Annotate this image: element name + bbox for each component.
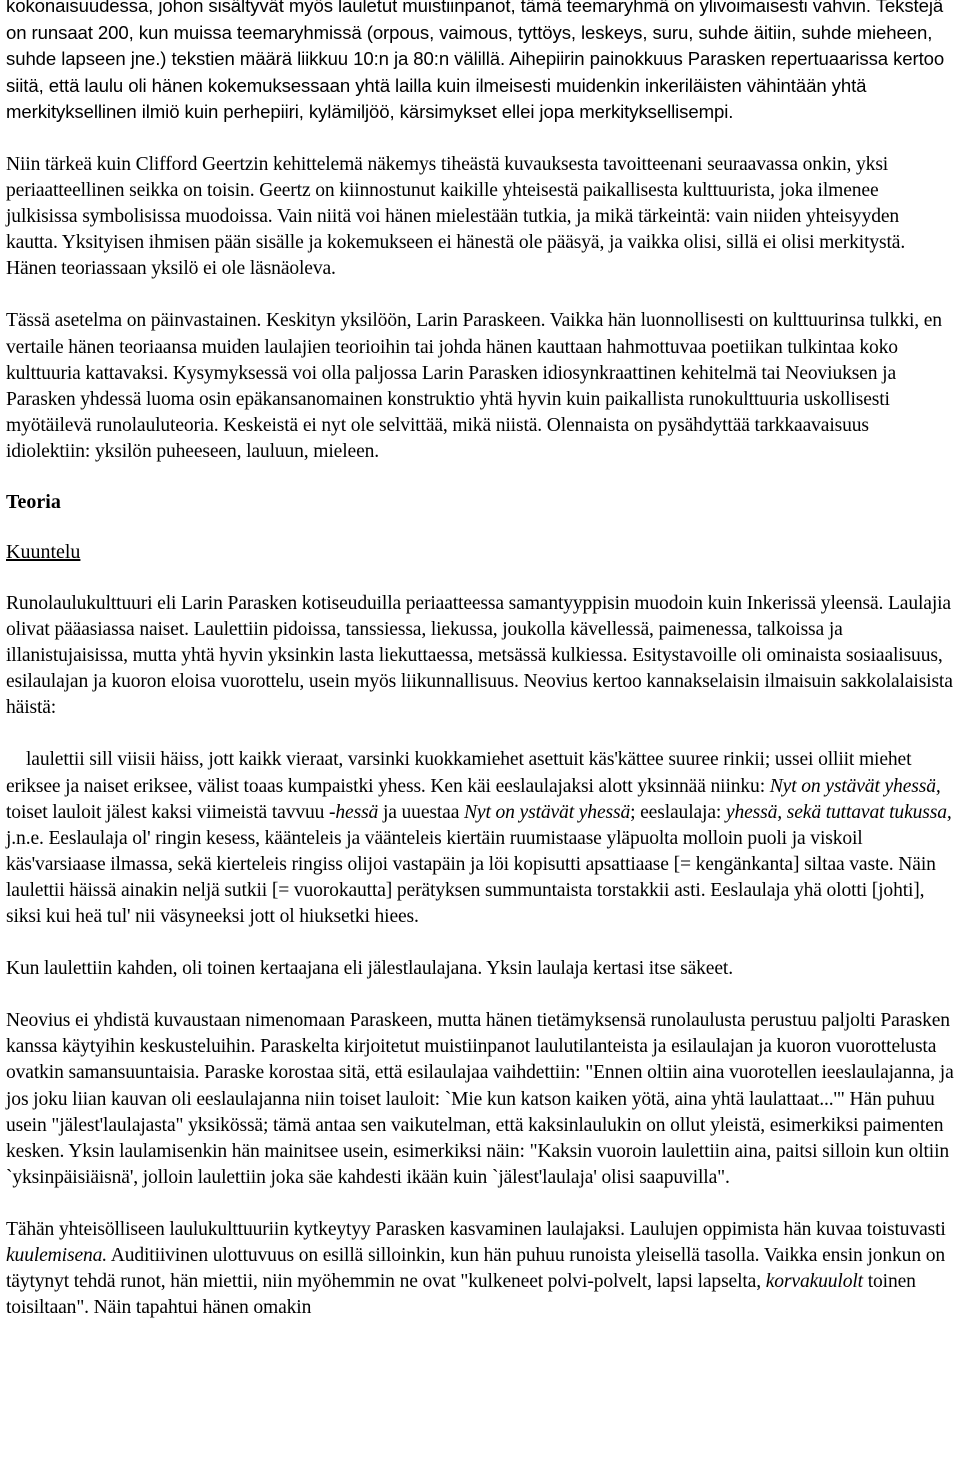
quote-text: j.n.e. Eeslaulaja ol' ringin kesess, käänteleis ja väänteleis kiertäin ruumistaase yläpuolta molloin puoli ja viskoil käs'varsiaase ilmassa, sekä kierteleis ringiss olijoi vastapäin ja löi kopisutti apsattiaase [= kengänkanta] siltaa vaste. Näin laulettii häissä ainakin neljä sutkii [= vuorokautta] perätyksen summuntaista torstakkii asti. Eeslaulaja yhä olotti [johti], siksi kui heä tul' nii väsyneeksi jott ol hiuksetki hiees. [6,827,936,928]
quote-text: ; eeslaulaja: [630,801,726,823]
paragraph-kahden: Kun laulettiin kahden, oli toinen kertaajana eli jälestlaulajana. Yksin laulaja kertasi itse säkeet. [6,958,733,980]
subsection-heading: Kuuntelu [6,541,81,563]
quote-italic-text: Nyt on ystävät yhessä, [769,775,941,797]
paragraph-yhteisollinen [6,1217,954,1321]
quote-text: laulettii sill viisii häiss, jott kaikk vieraat, varsinki kuokkamiehet asettuit käs'kättee suuree rinkii; ussei olliit miehet eriksee ja naiset eriksee, välist toaas kumpaistki yhess. Ken käi eeslaulajaksi alott yksinnää niinku: [6,749,912,797]
italic-text: korvakuulolt [765,1271,863,1293]
paragraph-runolaulukulttuuri: Runolaulukulttuuri eli Larin Parasken kotiseuduilla periaatteessa samantyyppisin muodoin kuin Inkerissä yleensä. Laulajia olivat pääasiassa naiset. Laulettiin pidoissa, tanssiessa, liekussa, joukolla kävellessä, paimenessa, talkoissa ja illanistujaisissa, mutta yhtä hyvin yksinkin lasta liekuttaessa, metsässä kulkiessa. Esitystavoille oli ominaista sosiaalisuus, esilaulajan ja kuoron eloisa vuorottelu, usein myös liikunnallisuus. Neovius kertoo kannakselaisin ilmaisuin sakkolalaisista häistä: [6,593,953,719]
italic-text: kuulemisena. [6,1244,108,1266]
block-quote-neovius [6,747,954,930]
paragraph-geertz: Niin tärkeä kuin Clifford Geertzin kehittelemä näkemys tiheästä kuvauksesta tavoitteenani seuraavassa onkin, yksi periaatteellinen seikka on toisin. Geertz on kiinnostunut kaikille yhteisestä paikallisesta kulttuurista, joka ilmenee julkisissa symbolisissa muodoissa. Vain niitä voi hänen mielestään tutkia, ja mikä tärkeintä: vain niiden yhteisyyden kautta. Yksityisen ihmisen pään sisälle ja kokemukseen ei hänestä ole pääsyä, ja vaikka olisi, sillä ei olisi merkitystä. Hänen teoriassaan yksilö ei ole läsnäoleva. [6,153,906,280]
document-page [6,0,954,1321]
quote-italic-text: -hessä [329,801,379,823]
paragraph-text: toinen toisiltaan". Näin tapahtui hänen omakin [6,1271,916,1319]
section-heading: Teoria [6,491,61,513]
paragraph-intro: kokonaisuudessa, johon sisältyvät myös lauletut muistiinpanot, tämä teemaryhmä on ylivoimaisesti vahvin. Tekstejä on runsaat 200, kun muissa teemaryhmissä (orpous, vaimous, tyttöys, leskeys, suru, suhde äitiin, suhde mieheen, suhde lapseen jne.) tekstien määrä liikkuu 10:n ja 80:n välillä. Aihepiirin painokkuus Parasken repertuaarissa kertoo siitä, että laulu oli hänen kokemuksessaan yhtä lailla kuin ilmeisesti muidenkin inkeriläisten vähintään yhtä merkityksellinen ilmiö kuin perhepiiri, kylämiljöö, kärsimykset ellei jopa merkityksellisempi. [6,0,945,123]
paragraph-neovius: Neovius ei yhdistä kuvaustaan nimenomaan Paraskeen, mutta hänen tietämyksensä runolaulusta perustuu paljolti Parasken kanssa käytyihin keskusteluihin. Paraskelta kirjoitetut muistiinpanot laulutilanteista ja esilaulajan ja kuoron vuorottelusta ovatkin samansuuntaisia. Paraske korostaa sitä, että esilaulajaa vaihdettiin: "Ennen oltiin aina vuorotellen ieeslaulajanna, ja jos joku liian kauvan oli eeslaulajanna niin toiset lauloit: `Mie kun katson kaiken yötä, aina yhtä laulattaat...'" Hän puhuu usein "jälest'laulajasta" yksikössä; tämä antaa sen vaikutelman, että kaksinlaulukin on ollut yleistä, esimerkiksi paimenten kesken. Yksin laulamisenkin hän mainitsee usein, esimerkiksi näin: "Kaksin vuoroin laulettiin aina, paitsi silloin kun oltiin `yksinpäisiäisnä', jolloin laulettiin joka säe kahdesti ikään kuin `jälest'laulaja' olisi saapuvilla". [6,1010,954,1188]
paragraph-setting: Tässä asetelma on päinvastainen. Keskityn yksilöön, Larin Paraskeen. Vaikka hän luonnollisesti on kulttuurinsa tulkki, en vertaile hänen teoriaansa muiden laulajien teorioihin tai johda hänen kauttaan hahmottuvaa poetiikan tulkintaa koko kulttuuria kattavaksi. Kysymyksessä voi olla paljossa Larin Parasken idiosynkraattinen kehitelmä tai Neoviuksen ja Parasken yhdessä luoma osin epäkansanomainen konstruktio yhtä hyvin kuin paikallista runokulttuuria uskollisesti myötäilevä runolauluteoria. Keskeistä ei nyt ole selvittää, mikä niistä. Olennaista on pysähdyttää tarkkaavaisuus idiolektiin: yksilön puheeseen, lauluun, mieleen. [6,310,942,462]
quote-text: ja uuestaa [378,801,464,823]
paragraph-text: Auditiivinen ulottuvuus on esillä silloinkin, kun hän puhuu runoista yleisellä tasolla. Vaikka ensin jonkun on täytynyt tehdä runot, hän miettii, niin myöhemmin ne ovat "kulkeneet polvi-polvelt, lapsi lapselta, [6,1244,946,1293]
quote-text: toiset lauloit jälest kaksi viimeistä tavvuu [6,801,330,823]
quote-italic-text: Nyt on ystävät yhessä [464,801,631,823]
paragraph-text: Tähän yhteisölliseen laulukulttuuriin kytkeytyy Parasken kasvaminen laulajaksi. Laulujen oppimista hän kuvaa toistuvasti [6,1218,946,1240]
quote-italic-text: yhessä, sekä tuttavat tukussa, [725,801,952,823]
